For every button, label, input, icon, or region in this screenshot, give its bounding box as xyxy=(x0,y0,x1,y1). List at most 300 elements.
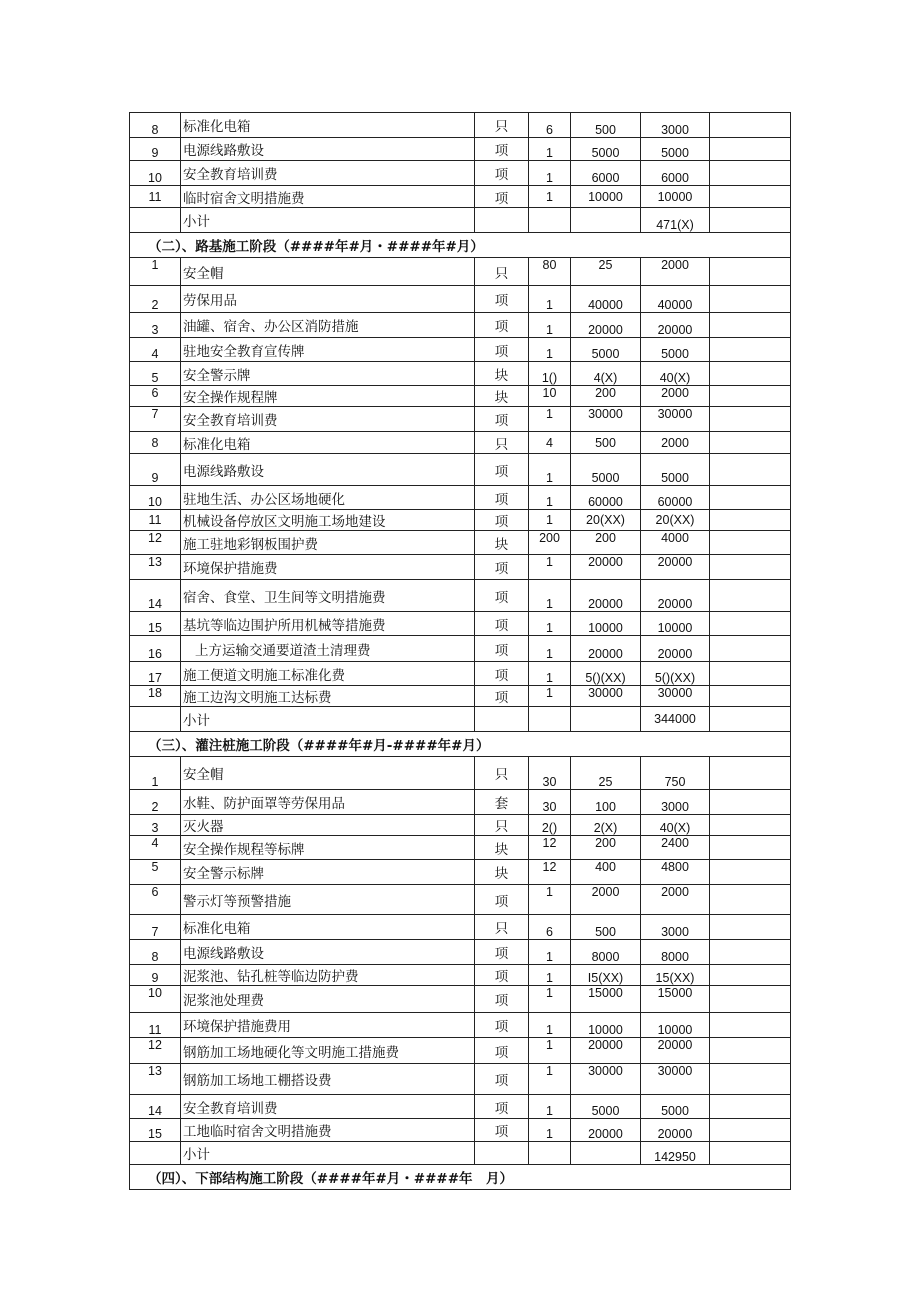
amount-cell: 471(X) xyxy=(641,208,710,233)
item-name-cell: 电源线路敷设 xyxy=(181,940,475,965)
unit-price-cell: 100 xyxy=(571,790,641,815)
quantity-cell: 2() xyxy=(529,815,571,836)
item-name-cell: 油罐、宿舍、办公区消防措施 xyxy=(181,313,475,338)
unit-price-cell: I5(XX) xyxy=(571,965,641,986)
remark-cell xyxy=(710,531,791,555)
quantity-cell: 1 xyxy=(529,662,571,686)
item-name-cell: 施工驻地彩钢板围护费 xyxy=(181,531,475,555)
quantity-cell: 80 xyxy=(529,258,571,286)
item-name-cell: 电源线路敷设 xyxy=(181,454,475,486)
quantity-cell: 1 xyxy=(529,138,571,161)
table-row xyxy=(130,313,791,338)
quantity-cell: 1 xyxy=(529,313,571,338)
quantity-cell: 30 xyxy=(529,757,571,790)
quantity-cell: 1 xyxy=(529,186,571,208)
item-name-cell: 机械设备停放区文明施工场地建设 xyxy=(181,510,475,531)
unit-cell xyxy=(475,208,529,233)
item-name-cell: 安全帽 xyxy=(181,757,475,790)
amount-cell: 30000 xyxy=(641,407,710,432)
amount-cell: 142950 xyxy=(641,1142,710,1165)
unit-price-cell: 2000 xyxy=(571,885,641,915)
amount-cell: 8000 xyxy=(641,940,710,965)
table-row xyxy=(130,915,791,940)
table-row xyxy=(130,986,791,1013)
quantity-cell: 1 xyxy=(529,1095,571,1119)
quantity-cell: 1 xyxy=(529,940,571,965)
item-name-cell: 施工便道文明施工标准化费 xyxy=(181,662,475,686)
item-number-cell: 4 xyxy=(130,836,181,860)
amount-cell: 5000 xyxy=(641,454,710,486)
unit-cell: 项 xyxy=(475,286,529,313)
item-number-cell xyxy=(130,208,181,233)
remark-cell xyxy=(710,915,791,940)
quantity-cell: 1 xyxy=(529,286,571,313)
quantity-cell: 1 xyxy=(529,407,571,432)
quantity-cell: 1 xyxy=(529,1064,571,1095)
amount-cell: 3000 xyxy=(641,915,710,940)
table-row xyxy=(130,362,791,386)
table-row xyxy=(130,454,791,486)
item-number-cell: 11 xyxy=(130,510,181,531)
quantity-cell: 1 xyxy=(529,161,571,186)
remark-cell xyxy=(710,986,791,1013)
quantity-cell: 6 xyxy=(529,113,571,138)
table-row xyxy=(130,161,791,186)
table-row xyxy=(130,186,791,208)
remark-cell xyxy=(710,138,791,161)
unit-price-cell: 5000 xyxy=(571,138,641,161)
amount-cell: 5000 xyxy=(641,338,710,362)
amount-cell: 5000 xyxy=(641,1095,710,1119)
item-number-cell: 1 xyxy=(130,258,181,286)
quantity-cell: 6 xyxy=(529,915,571,940)
unit-price-cell: 20000 xyxy=(571,580,641,612)
item-name-cell: 警示灯等预警措施 xyxy=(181,885,475,915)
remark-cell xyxy=(710,686,791,707)
item-number-cell: 13 xyxy=(130,555,181,580)
unit-cell: 项 xyxy=(475,1013,529,1038)
remark-cell xyxy=(710,208,791,233)
item-number-cell: 14 xyxy=(130,580,181,612)
unit-cell: 项 xyxy=(475,1038,529,1064)
remark-cell xyxy=(710,860,791,885)
amount-cell: 10000 xyxy=(641,1013,710,1038)
item-number-cell: 8 xyxy=(130,940,181,965)
unit-cell: 块 xyxy=(475,860,529,885)
table-row xyxy=(130,940,791,965)
unit-cell: 项 xyxy=(475,940,529,965)
unit-cell: 块 xyxy=(475,531,529,555)
unit-price-cell: 5()(XX) xyxy=(571,662,641,686)
amount-cell: 2000 xyxy=(641,258,710,286)
remark-cell xyxy=(710,555,791,580)
table-row xyxy=(130,1038,791,1064)
table-row xyxy=(130,1119,791,1142)
quantity-cell xyxy=(529,208,571,233)
item-name-cell: 小计 xyxy=(181,208,475,233)
unit-cell: 只 xyxy=(475,113,529,138)
unit-price-cell: 8000 xyxy=(571,940,641,965)
amount-cell: 10000 xyxy=(641,612,710,636)
item-name-cell: 钢筋加工场地工棚搭设费 xyxy=(181,1064,475,1095)
table-row xyxy=(130,286,791,313)
section-title: （二）、路基施工阶段（####年#月・####年#月） xyxy=(130,233,791,258)
amount-cell: 20000 xyxy=(641,313,710,338)
unit-price-cell xyxy=(571,208,641,233)
item-name-cell: 上方运输交通要道渣土清理费 xyxy=(181,636,475,662)
quantity-cell xyxy=(529,707,571,732)
unit-price-cell: 4(X) xyxy=(571,362,641,386)
item-name-cell: 安全教育培训费 xyxy=(181,1095,475,1119)
table-row xyxy=(130,686,791,707)
unit-cell: 只 xyxy=(475,915,529,940)
table-row xyxy=(130,338,791,362)
unit-price-cell: 30000 xyxy=(571,1064,641,1095)
remark-cell xyxy=(710,815,791,836)
remark-cell xyxy=(710,757,791,790)
amount-cell: 2400 xyxy=(641,836,710,860)
item-number-cell: 10 xyxy=(130,161,181,186)
item-name-cell: 安全操作规程牌 xyxy=(181,386,475,407)
item-number-cell: 5 xyxy=(130,860,181,885)
quantity-cell: 1 xyxy=(529,1013,571,1038)
remark-cell xyxy=(710,707,791,732)
subtotal-row xyxy=(130,208,791,233)
table-row xyxy=(130,612,791,636)
remark-cell xyxy=(710,1095,791,1119)
table-row xyxy=(130,1064,791,1095)
item-number-cell: 14 xyxy=(130,1095,181,1119)
item-number-cell: 17 xyxy=(130,662,181,686)
item-name-cell: 水鞋、防护面罩等劳保用品 xyxy=(181,790,475,815)
unit-cell xyxy=(475,1142,529,1165)
unit-price-cell: 5000 xyxy=(571,338,641,362)
amount-cell: 40(X) xyxy=(641,815,710,836)
amount-cell: 3000 xyxy=(641,790,710,815)
table-row xyxy=(130,662,791,686)
section-header-row xyxy=(130,732,791,757)
remark-cell xyxy=(710,486,791,510)
item-name-cell: 安全操作规程等标牌 xyxy=(181,836,475,860)
section-title: （三）、灌注桩施工阶段（####年#月-####年#月） xyxy=(130,732,791,757)
table-row xyxy=(130,432,791,454)
remark-cell xyxy=(710,362,791,386)
amount-cell: 20000 xyxy=(641,555,710,580)
unit-price-cell: 20000 xyxy=(571,555,641,580)
unit-cell: 项 xyxy=(475,186,529,208)
unit-cell: 项 xyxy=(475,555,529,580)
quantity-cell: 1 xyxy=(529,986,571,1013)
quantity-cell: 1 xyxy=(529,555,571,580)
amount-cell: 20(XX) xyxy=(641,510,710,531)
item-number-cell: 10 xyxy=(130,486,181,510)
item-name-cell: 工地临时宿舍文明措施费 xyxy=(181,1119,475,1142)
unit-price-cell xyxy=(571,707,641,732)
remark-cell xyxy=(710,258,791,286)
quantity-cell: 200 xyxy=(529,531,571,555)
item-number-cell: 12 xyxy=(130,531,181,555)
unit-cell: 块 xyxy=(475,836,529,860)
unit-cell: 项 xyxy=(475,454,529,486)
item-name-cell: 钢筋加工场地硬化等文明施工措施费 xyxy=(181,1038,475,1064)
remark-cell xyxy=(710,940,791,965)
unit-cell: 项 xyxy=(475,986,529,1013)
item-number-cell: 9 xyxy=(130,965,181,986)
amount-cell: 20000 xyxy=(641,636,710,662)
item-number-cell: 7 xyxy=(130,915,181,940)
quantity-cell: 1 xyxy=(529,1119,571,1142)
remark-cell xyxy=(710,161,791,186)
unit-cell xyxy=(475,707,529,732)
item-number-cell: 7 xyxy=(130,407,181,432)
item-number-cell: 5 xyxy=(130,362,181,386)
remark-cell xyxy=(710,386,791,407)
subtotal-row xyxy=(130,707,791,732)
quantity-cell: 1 xyxy=(529,510,571,531)
item-number-cell: 8 xyxy=(130,113,181,138)
item-number-cell: 9 xyxy=(130,454,181,486)
quantity-cell: 1 xyxy=(529,686,571,707)
unit-cell: 块 xyxy=(475,362,529,386)
table-row xyxy=(130,1013,791,1038)
amount-cell: 20000 xyxy=(641,1038,710,1064)
unit-cell: 项 xyxy=(475,885,529,915)
remark-cell xyxy=(710,836,791,860)
unit-cell: 只 xyxy=(475,432,529,454)
item-name-cell: 灭火器 xyxy=(181,815,475,836)
unit-price-cell: 500 xyxy=(571,113,641,138)
item-name-cell: 劳保用品 xyxy=(181,286,475,313)
quantity-cell: 1() xyxy=(529,362,571,386)
remark-cell xyxy=(710,662,791,686)
unit-cell: 项 xyxy=(475,1095,529,1119)
remark-cell xyxy=(710,510,791,531)
amount-cell: 2000 xyxy=(641,386,710,407)
amount-cell: 750 xyxy=(641,757,710,790)
remark-cell xyxy=(710,1064,791,1095)
item-name-cell: 小计 xyxy=(181,1142,475,1165)
unit-price-cell: 20000 xyxy=(571,636,641,662)
item-number-cell: 10 xyxy=(130,986,181,1013)
remark-cell xyxy=(710,965,791,986)
item-name-cell: 驻地生活、办公区场地硬化 xyxy=(181,486,475,510)
remark-cell xyxy=(710,286,791,313)
item-name-cell: 小计 xyxy=(181,707,475,732)
item-name-cell: 驻地安全教育宣传牌 xyxy=(181,338,475,362)
quantity-cell: 1 xyxy=(529,580,571,612)
quantity-cell: 1 xyxy=(529,636,571,662)
item-name-cell: 标准化电箱 xyxy=(181,113,475,138)
remark-cell xyxy=(710,885,791,915)
table-row xyxy=(130,555,791,580)
unit-cell: 项 xyxy=(475,1119,529,1142)
table-row xyxy=(130,860,791,885)
unit-price-cell: 10000 xyxy=(571,612,641,636)
item-name-cell: 临时宿舍文明措施费 xyxy=(181,186,475,208)
amount-cell: 30000 xyxy=(641,1064,710,1095)
item-number-cell: 16 xyxy=(130,636,181,662)
table-row xyxy=(130,836,791,860)
item-number-cell: 1 xyxy=(130,757,181,790)
table-row xyxy=(130,965,791,986)
table-row xyxy=(130,258,791,286)
item-name-cell: 安全帽 xyxy=(181,258,475,286)
section-header-row xyxy=(130,233,791,258)
quantity-cell: 1 xyxy=(529,612,571,636)
remark-cell xyxy=(710,313,791,338)
unit-price-cell: 20000 xyxy=(571,1038,641,1064)
remark-cell xyxy=(710,454,791,486)
item-name-cell: 电源线路敷设 xyxy=(181,138,475,161)
unit-price-cell: 200 xyxy=(571,386,641,407)
table-row xyxy=(130,1095,791,1119)
unit-price-cell: 40000 xyxy=(571,286,641,313)
unit-cell: 只 xyxy=(475,815,529,836)
item-name-cell: 环境保护措施费 xyxy=(181,555,475,580)
unit-cell: 只 xyxy=(475,757,529,790)
table-row xyxy=(130,386,791,407)
amount-cell: 5()(XX) xyxy=(641,662,710,686)
item-number-cell: 3 xyxy=(130,313,181,338)
remark-cell xyxy=(710,432,791,454)
item-number-cell xyxy=(130,707,181,732)
quantity-cell: 1 xyxy=(529,486,571,510)
table-row xyxy=(130,138,791,161)
table-row xyxy=(130,510,791,531)
unit-cell: 项 xyxy=(475,612,529,636)
item-number-cell: 12 xyxy=(130,1038,181,1064)
item-number-cell: 6 xyxy=(130,885,181,915)
amount-cell: 20000 xyxy=(641,580,710,612)
table-row xyxy=(130,790,791,815)
item-name-cell: 基坑等临边围护所用机械等措施费 xyxy=(181,612,475,636)
table-row xyxy=(130,531,791,555)
unit-price-cell: 15000 xyxy=(571,986,641,1013)
amount-cell: 15(XX) xyxy=(641,965,710,986)
amount-cell: 5000 xyxy=(641,138,710,161)
item-name-cell: 泥浆池处理费 xyxy=(181,986,475,1013)
table-row xyxy=(130,815,791,836)
table-row xyxy=(130,636,791,662)
amount-cell: 40(X) xyxy=(641,362,710,386)
amount-cell: 2000 xyxy=(641,432,710,454)
unit-price-cell: 200 xyxy=(571,836,641,860)
amount-cell: 60000 xyxy=(641,486,710,510)
table-row xyxy=(130,113,791,138)
item-number-cell: 6 xyxy=(130,386,181,407)
amount-cell: 30000 xyxy=(641,686,710,707)
table-row xyxy=(130,757,791,790)
unit-cell: 项 xyxy=(475,965,529,986)
item-name-cell: 安全警示标牌 xyxy=(181,860,475,885)
remark-cell xyxy=(710,1119,791,1142)
unit-price-cell xyxy=(571,1142,641,1165)
item-number-cell: 15 xyxy=(130,1119,181,1142)
unit-price-cell: 10000 xyxy=(571,1013,641,1038)
item-number-cell: 2 xyxy=(130,790,181,815)
quantity-cell: 1 xyxy=(529,965,571,986)
unit-price-cell: 20000 xyxy=(571,1119,641,1142)
subtotal-row xyxy=(130,1142,791,1165)
unit-cell: 块 xyxy=(475,386,529,407)
table-row xyxy=(130,486,791,510)
remark-cell xyxy=(710,186,791,208)
unit-price-cell: 30000 xyxy=(571,686,641,707)
unit-cell: 项 xyxy=(475,510,529,531)
remark-cell xyxy=(710,612,791,636)
remark-cell xyxy=(710,1038,791,1064)
item-name-cell: 安全教育培训费 xyxy=(181,407,475,432)
item-name-cell: 宿舍、食堂、卫生间等文明措施费 xyxy=(181,580,475,612)
quantity-cell: 12 xyxy=(529,860,571,885)
unit-cell: 只 xyxy=(475,258,529,286)
cost-table xyxy=(129,112,791,1190)
table-row xyxy=(130,407,791,432)
item-number-cell: 2 xyxy=(130,286,181,313)
amount-cell: 344000 xyxy=(641,707,710,732)
unit-price-cell: 10000 xyxy=(571,186,641,208)
item-number-cell: 9 xyxy=(130,138,181,161)
remark-cell xyxy=(710,1013,791,1038)
unit-cell: 项 xyxy=(475,1064,529,1095)
section-title: （四）、下部结构施工阶段（####年#月・####年 月） xyxy=(130,1165,791,1190)
unit-price-cell: 500 xyxy=(571,915,641,940)
item-number-cell: 18 xyxy=(130,686,181,707)
unit-price-cell: 25 xyxy=(571,757,641,790)
unit-cell: 项 xyxy=(475,407,529,432)
unit-price-cell: 20000 xyxy=(571,313,641,338)
amount-cell: 2000 xyxy=(641,885,710,915)
quantity-cell: 1 xyxy=(529,338,571,362)
unit-price-cell: 500 xyxy=(571,432,641,454)
unit-price-cell: 400 xyxy=(571,860,641,885)
unit-cell: 项 xyxy=(475,313,529,338)
item-name-cell: 安全教育培训费 xyxy=(181,161,475,186)
item-number-cell: 8 xyxy=(130,432,181,454)
unit-cell: 项 xyxy=(475,138,529,161)
amount-cell: 3000 xyxy=(641,113,710,138)
item-name-cell: 环境保护措施费用 xyxy=(181,1013,475,1038)
quantity-cell: 1 xyxy=(529,1038,571,1064)
unit-cell: 套 xyxy=(475,790,529,815)
amount-cell: 4000 xyxy=(641,531,710,555)
quantity-cell: 30 xyxy=(529,790,571,815)
unit-cell: 项 xyxy=(475,161,529,186)
amount-cell: 6000 xyxy=(641,161,710,186)
quantity-cell: 4 xyxy=(529,432,571,454)
quantity-cell xyxy=(529,1142,571,1165)
unit-cell: 项 xyxy=(475,486,529,510)
remark-cell xyxy=(710,580,791,612)
amount-cell: 10000 xyxy=(641,186,710,208)
item-number-cell: 4 xyxy=(130,338,181,362)
unit-cell: 项 xyxy=(475,686,529,707)
item-number-cell: 13 xyxy=(130,1064,181,1095)
unit-price-cell: 5000 xyxy=(571,454,641,486)
quantity-cell: 1 xyxy=(529,454,571,486)
amount-cell: 4800 xyxy=(641,860,710,885)
amount-cell: 40000 xyxy=(641,286,710,313)
remark-cell xyxy=(710,636,791,662)
unit-cell: 项 xyxy=(475,636,529,662)
item-name-cell: 标准化电箱 xyxy=(181,432,475,454)
unit-price-cell: 25 xyxy=(571,258,641,286)
unit-price-cell: 2(X) xyxy=(571,815,641,836)
item-number-cell: 11 xyxy=(130,1013,181,1038)
unit-price-cell: 30000 xyxy=(571,407,641,432)
item-number-cell: 3 xyxy=(130,815,181,836)
item-number-cell: 11 xyxy=(130,186,181,208)
